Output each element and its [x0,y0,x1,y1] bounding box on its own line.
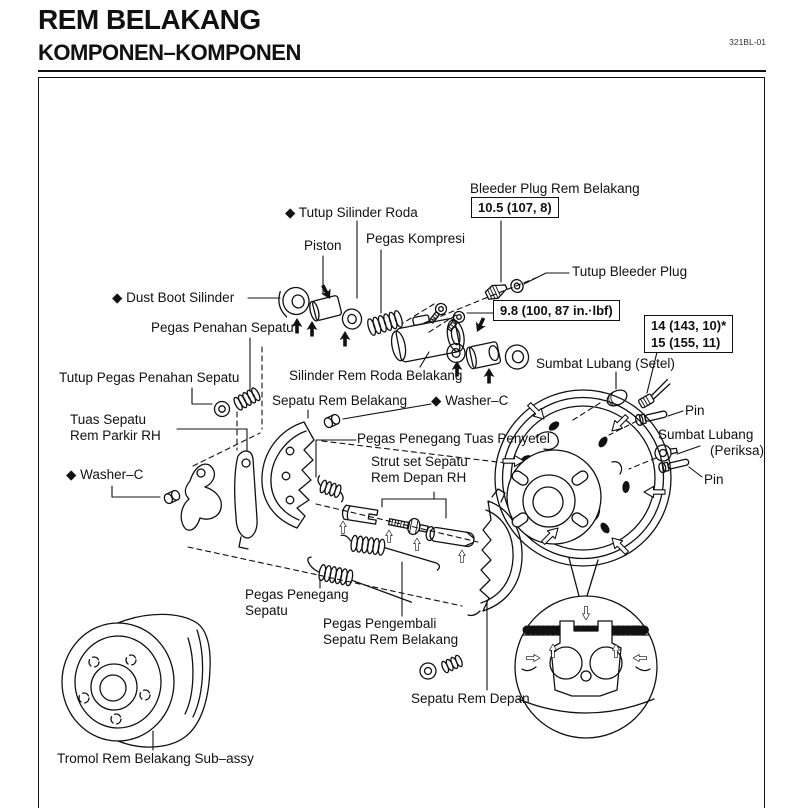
hold-down-cap-drawing [215,402,230,417]
brake-drum-drawing [62,614,210,747]
bleeder-plug-drawing [484,280,509,302]
label-tutup-silinder-roda: ◆ Tutup Silinder Roda [285,205,418,220]
label-pegas-penahan-sepatu: Pegas Penahan Sepatu [151,320,294,335]
cup-seal-left-drawing [340,307,363,331]
label-sepatu-rem-depan: Sepatu Rem Depan [411,691,530,706]
label-periksa-line2: (Periksa) [709,443,764,458]
label-tuas-sepatu [70,412,161,444]
label-dust-boot-silinder: ◆ Dust Boot Silinder [112,290,235,305]
torque-hole-plug [644,315,733,353]
label-periksa-line1: Sumbat Lubang [658,427,754,442]
label-pegas-pengembali-line2: Sepatu Rem Belakang [323,632,459,647]
doc-code: 321BL-01 [729,37,766,47]
piston-left-drawing [308,295,342,322]
front-hold-down-drawing [420,654,464,679]
label-pegas-penegang-line2: Sepatu [245,603,288,618]
label-strut-set-line2: Rem Depan RH [371,470,467,485]
label-pegas-pengembali [323,616,458,648]
torque-hole-plug-line2: 15 (155, 11) [651,335,721,350]
label-pegas-penegang-line1: Pegas Penegang [245,587,349,602]
label-strut-set [371,454,468,486]
label-pegas-penegang-tuas: Pegas Penegang Tuas Penyetel [357,431,550,446]
label-washer-c-left: ◆ Washer–C [66,467,144,482]
page-subtitle: KOMPONEN–KOMPONEN [38,40,301,65]
page-title: REM BELAKANG [38,4,261,35]
label-washer-c-right: ◆ Washer–C [431,393,509,408]
dust-boot-right-drawing [503,343,530,371]
label-tutup-bleeder-plug: Tutup Bleeder Plug [572,264,688,279]
label-tuas-sepatu-line2: Rem Parkir RH [70,428,161,443]
dust-boot-left-drawing [276,285,312,318]
adjuster-lever-spring-drawing [313,476,347,502]
label-piston: Piston [304,238,342,253]
threaded-plug-drawing [636,380,673,409]
label-pin-upper: Pin [685,403,705,418]
label-sumbat-lubang-setel: Sumbat Lubang (Setel) [536,356,675,371]
hold-down-spring-drawing [232,387,261,411]
hole-plug-setel-drawing [604,387,629,409]
label-strut-set-line1: Strut set Sepatu [371,454,468,469]
label-sumbat-lubang-periksa [658,427,764,459]
adjuster-detail-inset [515,558,657,738]
strut-set-drawing [342,505,475,547]
washer-c-part-left [163,489,181,505]
torque-cylinder-bolt: 9.8 (100, 87 in.·lbf) [493,300,620,321]
torque-bleeder-plug: 10.5 (107, 8) [471,197,559,218]
label-tutup-pegas-penahan: Tutup Pegas Penahan Sepatu [59,370,240,385]
rear-shoe-drawing [262,422,314,528]
label-pin-lower: Pin [704,472,724,487]
label-pegas-penegang-sepatu [245,587,349,619]
piston-right-drawing [465,341,501,369]
label-tromol: Tromol Rem Belakang Sub–assy [57,751,254,766]
label-sepatu-rem-belakang: Sepatu Rem Belakang [272,393,408,408]
label-pegas-pengembali-line1: Pegas Pengembali [323,616,437,631]
label-tuas-sepatu-line1: Tuas Sepatu [70,412,147,427]
cylinder-bolt-drawing [445,309,467,333]
label-silinder-rem-roda: Silinder Rem Roda Belakang [289,368,463,383]
label-pegas-kompresi: Pegas Kompresi [366,231,466,246]
washer-c-part-upper [323,413,341,429]
label-bleeder-plug: Bleeder Plug Rem Belakang [470,181,640,196]
torque-hole-plug-line1: 14 (143, 10)* [651,318,727,333]
